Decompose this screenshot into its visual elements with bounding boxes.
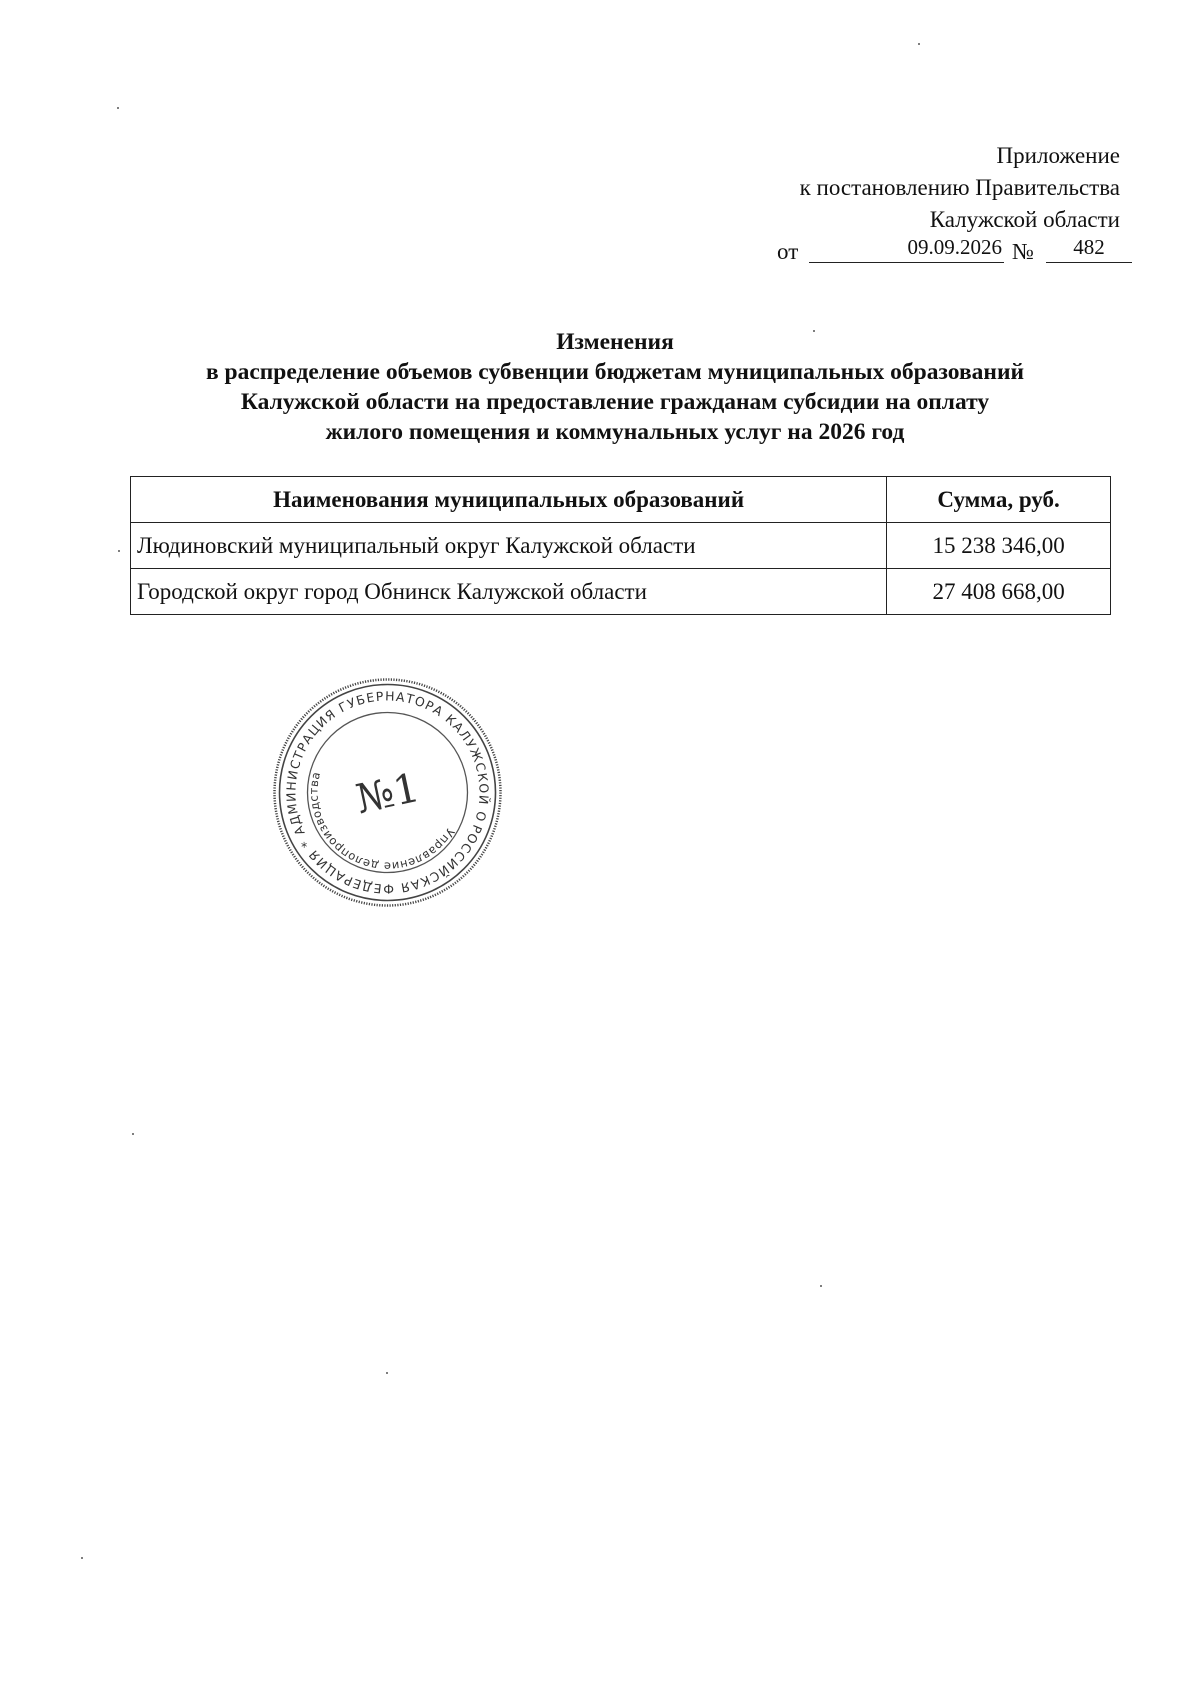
table-row bbox=[131, 569, 1111, 615]
title-heading: Изменения bbox=[556, 329, 674, 355]
appendix-region: Калужской области bbox=[929, 207, 1120, 232]
seal-outer-text: РОССИЙСКАЯ ФЕДЕРАЦИЯ * АДМИНИСТРАЦИЯ ГУБЕРНАТОРА КАЛУЖСКОЙ О bbox=[283, 688, 492, 897]
row-municipality-name: Городской округ город Обнинск Калужской области bbox=[131, 569, 887, 615]
decree-date-number-line bbox=[777, 235, 1132, 267]
official-seal bbox=[270, 675, 505, 910]
title-line-3: Калужской области на предоставление гражданам субсидии на оплату bbox=[240, 389, 990, 415]
table-row bbox=[131, 523, 1111, 569]
seal-inner-text: Управление делопроизводства bbox=[306, 770, 458, 874]
document-title bbox=[120, 327, 1110, 447]
date-from-label: от bbox=[777, 239, 799, 264]
row-sum: 27 408 668,00 bbox=[887, 569, 1111, 615]
title-line-2: в распределение объемов субвенции бюджетам муниципальных образований bbox=[205, 359, 1025, 385]
seal-graphic bbox=[270, 675, 505, 910]
decree-number: 482 bbox=[1046, 235, 1132, 263]
appendix-label: Приложение bbox=[996, 143, 1120, 168]
row-municipality-name: Людиновский муниципальный округ Калужской области bbox=[131, 523, 887, 569]
appendix-header bbox=[800, 140, 1120, 236]
row-sum: 15 238 346,00 bbox=[887, 523, 1111, 569]
table-header-row bbox=[131, 477, 1111, 523]
allocation-table bbox=[130, 476, 1111, 615]
number-sign-label: № bbox=[1012, 239, 1034, 264]
decree-date: 09.09.2026 bbox=[809, 235, 1004, 263]
header-sum: Сумма, руб. bbox=[887, 477, 1111, 523]
title-line-4: жилого помещения и коммунальных услуг на 2026 год bbox=[325, 419, 905, 445]
appendix-decree-reference: к постановлению Правительства bbox=[799, 175, 1120, 200]
seal-center-number: №1 bbox=[352, 764, 424, 824]
header-municipality: Наименования муниципальных образований bbox=[131, 477, 887, 523]
